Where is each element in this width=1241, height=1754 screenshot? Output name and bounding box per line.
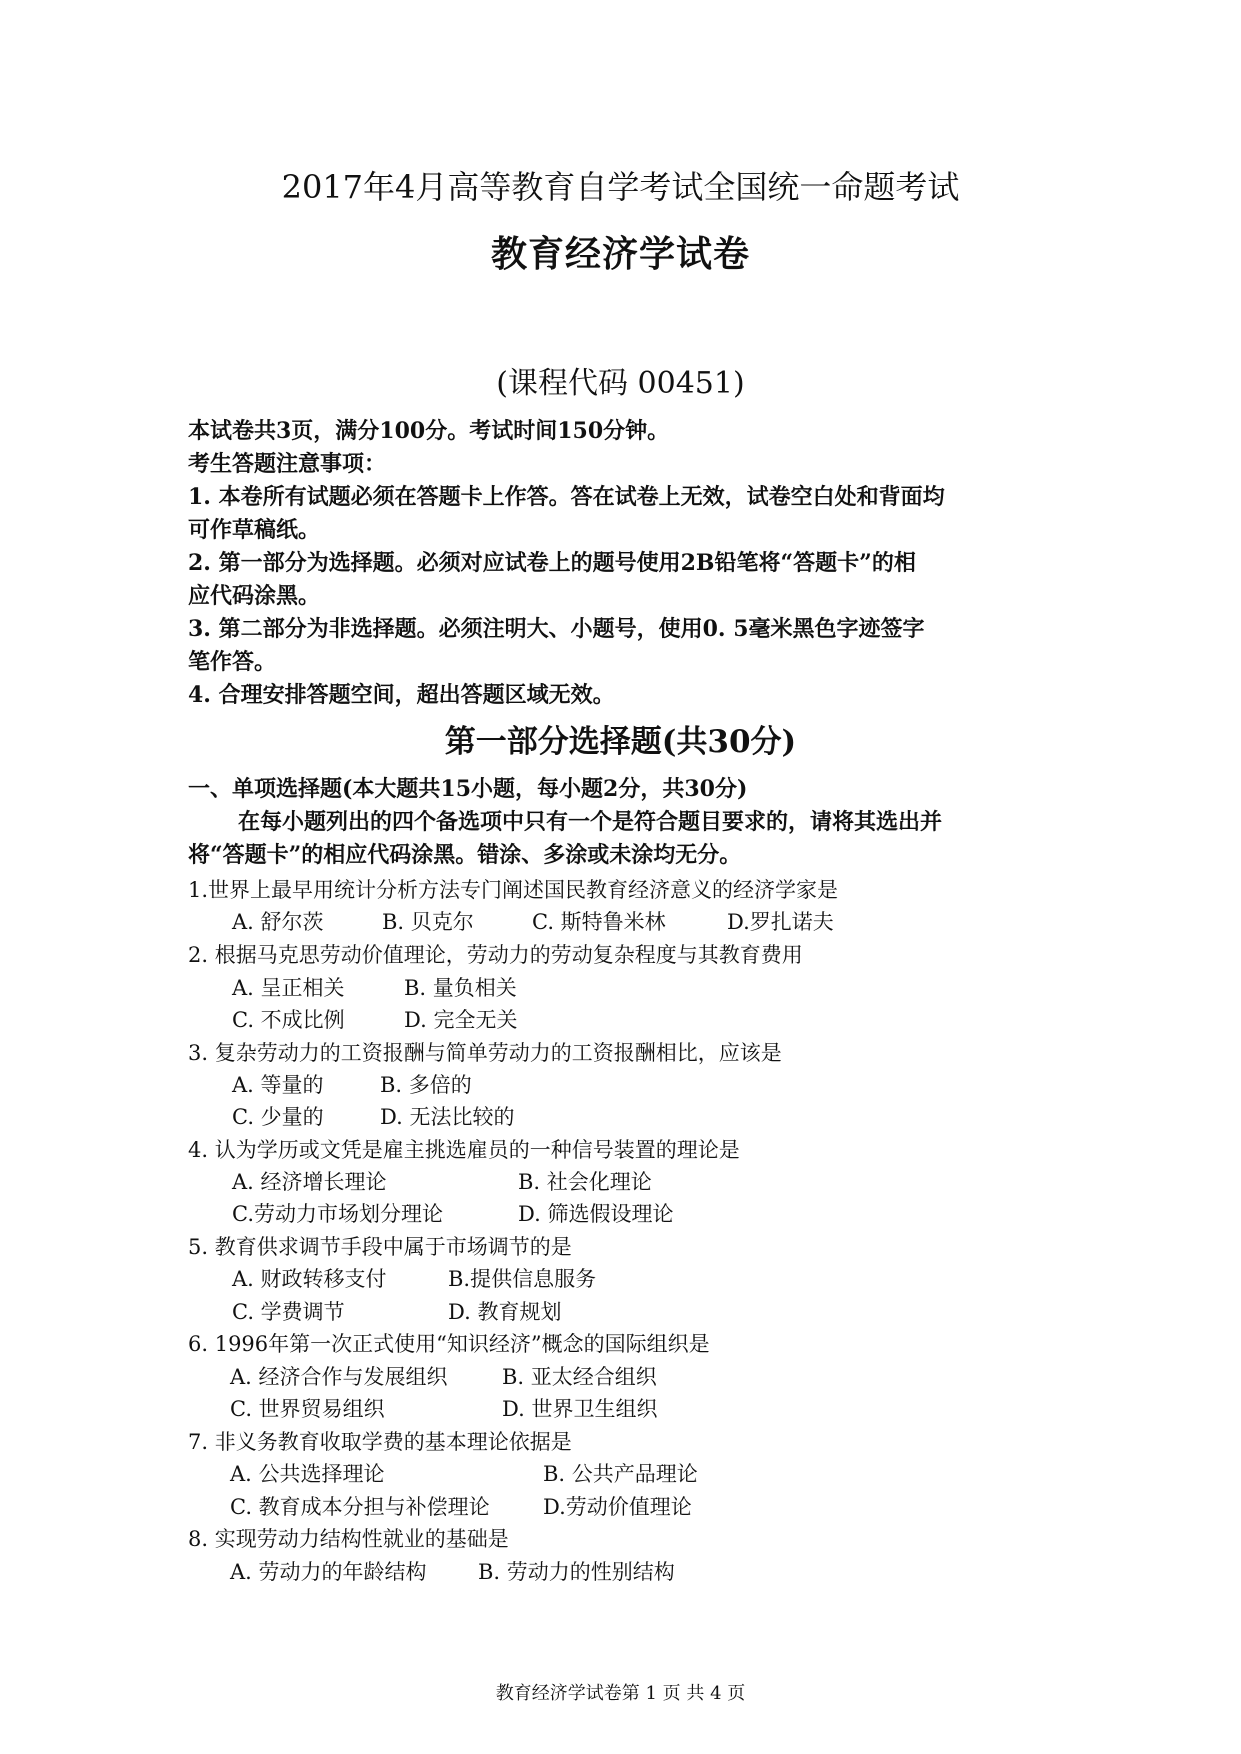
q8-option-a: A. 劳动力的年龄结构 bbox=[230, 1560, 427, 1584]
q6-option-c: C. 世界贸易组织 bbox=[230, 1397, 385, 1421]
question-2-stem: 2. 根据马克思劳动价值理论，劳动力的劳动复杂程度与其教育费用 bbox=[188, 943, 803, 967]
q6-option-a: A. 经济合作与发展组织 bbox=[230, 1365, 448, 1389]
part1-title: 第一部分选择题(共30分) bbox=[444, 724, 797, 760]
q5-option-a: A. 财政转移支付 bbox=[232, 1267, 387, 1291]
q5-option-d: D. 教育规划 bbox=[448, 1300, 562, 1324]
q3-option-d: D. 无法比较的 bbox=[380, 1105, 515, 1129]
q7-option-c: C. 教育成本分担与补偿理论 bbox=[230, 1495, 490, 1519]
q5-option-c: C. 学费调节 bbox=[232, 1300, 345, 1324]
section-heading: 一、单项选择题(本大题共15小题，每小题2分，共30分) bbox=[188, 776, 748, 802]
note-line-3: 3. 第二部分为非选择题。必须注明大、小题号，使用0. 5毫米黑色字迹签字 bbox=[188, 616, 925, 642]
note-line-2b: 应代码涂黑。 bbox=[188, 583, 321, 609]
paper-summary: 本试卷共3页，满分100分。考试时间150分钟。 bbox=[188, 418, 670, 444]
note-line-1b: 可作草稿纸。 bbox=[188, 517, 321, 543]
q1-option-a: A. 舒尔茨 bbox=[232, 910, 324, 934]
q2-option-c: C. 不成比例 bbox=[232, 1008, 345, 1032]
q5-option-b: B.提供信息服务 bbox=[448, 1267, 597, 1291]
q7-option-d: D.劳动价值理论 bbox=[543, 1495, 692, 1519]
question-1-stem: 1.世界上最早用统计分析方法专门阐述国民教育经济意义的经济学家是 bbox=[188, 878, 839, 902]
section-instruction-2: 将“答题卡”的相应代码涂黑。错涂、多涂或未涂均无分。 bbox=[188, 842, 742, 868]
note-line-4: 4. 合理安排答题空间，超出答题区域无效。 bbox=[188, 682, 615, 708]
question-7-stem: 7. 非义务教育收取学费的基本理论依据是 bbox=[188, 1430, 572, 1454]
q1-option-c: C. 斯特鲁米林 bbox=[532, 910, 666, 934]
question-5-stem: 5. 教育供求调节手段中属于市场调节的是 bbox=[188, 1235, 572, 1259]
q2-option-d: D. 完全无关 bbox=[404, 1008, 518, 1032]
page-footer: 教育经济学试卷第 1 页 共 4 页 bbox=[495, 1683, 746, 1704]
q7-option-a: A. 公共选择理论 bbox=[230, 1462, 385, 1486]
q4-option-c: C.劳动力市场划分理论 bbox=[232, 1202, 443, 1226]
q2-option-a: A. 呈正相关 bbox=[232, 976, 345, 1000]
q7-option-b: B. 公共产品理论 bbox=[543, 1462, 698, 1486]
exam-title: 2017年4月高等教育自学考试全国统一命题考试 bbox=[281, 168, 960, 206]
question-8-stem: 8. 实现劳动力结构性就业的基础是 bbox=[188, 1527, 509, 1551]
course-code: (课程代码 00451) bbox=[496, 366, 745, 401]
paper-title: 教育经济学试卷 bbox=[490, 233, 750, 275]
note-line-3b: 笔作答。 bbox=[188, 649, 277, 675]
question-4-stem: 4. 认为学历或文凭是雇主挑选雇员的一种信号装置的理论是 bbox=[188, 1138, 740, 1162]
question-3-stem: 3. 复杂劳动力的工资报酬与简单劳动力的工资报酬相比，应该是 bbox=[188, 1041, 782, 1065]
q3-option-b: B. 多倍的 bbox=[380, 1073, 472, 1097]
q4-option-a: A. 经济增长理论 bbox=[232, 1170, 387, 1194]
q8-option-b: B. 劳动力的性别结构 bbox=[478, 1560, 675, 1584]
notes-title: 考生答题注意事项： bbox=[188, 451, 387, 477]
q3-option-a: A. 等量的 bbox=[232, 1073, 324, 1097]
note-line-2: 2. 第一部分为选择题。必须对应试卷上的题号使用2B铅笔将“答题卡”的相 bbox=[188, 550, 916, 576]
q4-option-b: B. 社会化理论 bbox=[518, 1170, 652, 1194]
q3-option-c: C. 少量的 bbox=[232, 1105, 324, 1129]
q1-option-d: D.罗扎诺夫 bbox=[727, 910, 834, 934]
note-line-1: 1. 本卷所有试题必须在答题卡上作答。答在试卷上无效，试卷空白处和背面均 bbox=[188, 484, 945, 510]
section-instruction-1: 在每小题列出的四个备选项中只有一个是符合题目要求的，请将其选出并 bbox=[238, 809, 943, 835]
q6-option-d: D. 世界卫生组织 bbox=[502, 1397, 658, 1421]
q2-option-b: B. 量负相关 bbox=[404, 976, 517, 1000]
question-6-stem: 6. 1996年第一次正式使用“知识经济”概念的国际组织是 bbox=[188, 1332, 710, 1356]
q1-option-b: B. 贝克尔 bbox=[382, 910, 474, 934]
q6-option-b: B. 亚太经合组织 bbox=[502, 1365, 657, 1389]
q4-option-d: D. 筛选假设理论 bbox=[518, 1202, 674, 1226]
